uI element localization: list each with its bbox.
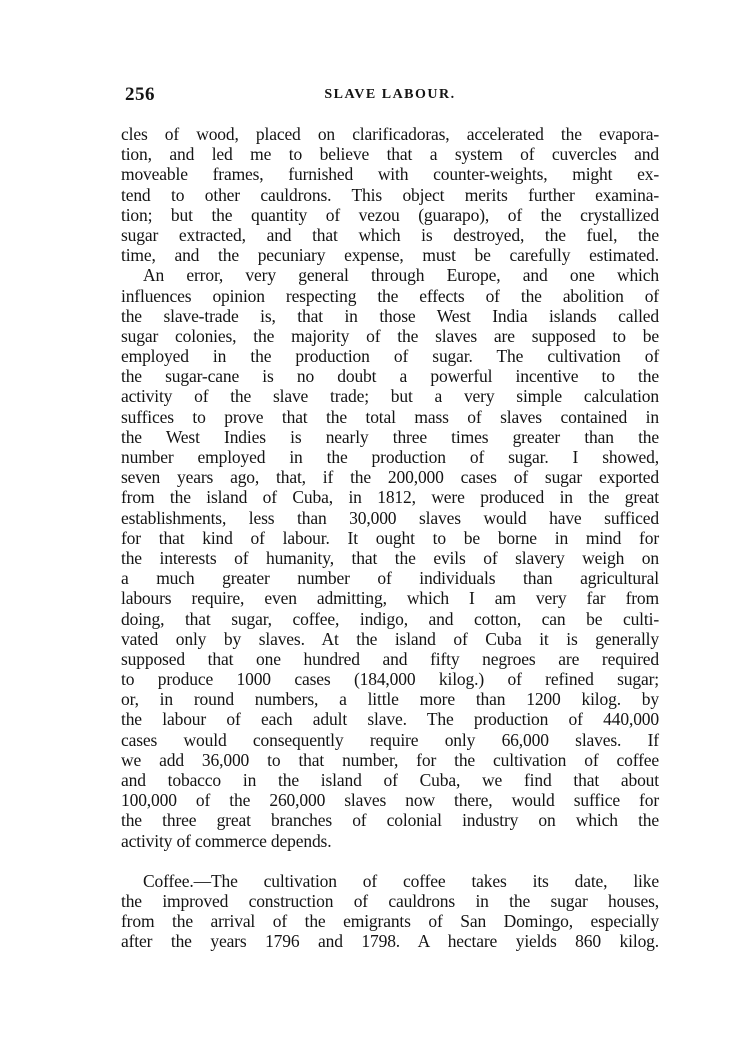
text-line: seven years ago, that, if the 200,000 cases of sugar exported — [121, 467, 659, 488]
text-line: a much greater number of individuals than agricultural — [121, 568, 659, 589]
text-line: the interests of humanity, that the evils of slavery weigh on — [121, 547, 659, 568]
text-line: labours require, even admitting, which I am very far from — [121, 588, 659, 609]
text-line: for that kind of labour. It ought to be borne in mind for — [121, 527, 659, 548]
text-line: the labour of each adult slave. The production of 440,000 — [121, 709, 659, 730]
text-line: tend to other cauldrons. This object merits further examina- — [121, 184, 659, 205]
text-line: Coffee.—The cultivation of coffee takes its date, like — [143, 870, 659, 891]
text-line: time, and the pecuniary expense, must be carefully estimated. — [121, 245, 659, 266]
text-line: tion; but the quantity of vezou (guarapo), of the crystallized — [121, 204, 659, 225]
text-line: the improved construction of cauldrons in the sugar houses, — [121, 890, 659, 911]
text-line: number employed in the production of sugar. I showed, — [121, 447, 659, 467]
text-line: sugar colonies, the majority of the slaves are supposed to be — [121, 325, 659, 346]
text-line: doing, that sugar, coffee, indigo, and cotton, can be culti- — [121, 608, 659, 629]
paragraph-coffee — [121, 871, 659, 952]
text-line: vated only by slaves. At the island of Cuba it is generally — [121, 628, 659, 649]
body-text — [121, 124, 659, 952]
paragraph-gap — [121, 851, 659, 871]
text-line: to produce 1000 cases (184,000 kilog.) of refined sugar; — [121, 669, 659, 690]
running-head: SLAVE LABOUR. — [324, 87, 456, 102]
text-line: 100,000 of the 260,000 slaves now there, would suffice for — [121, 790, 659, 811]
paragraph-slave-trade — [121, 265, 659, 850]
text-line: the slave-trade is, that in those West India islands called — [121, 305, 659, 326]
text-line: supposed that one hundred and fifty negroes are required — [121, 648, 659, 669]
text-line: employed in the production of sugar. The cultivation of — [121, 346, 659, 367]
text-line: and tobacco in the island of Cuba, we find that about — [121, 770, 659, 790]
text-line: activity of the slave trade; but a very simple calculation — [121, 386, 659, 407]
text-line: from the arrival of the emigrants of San Domingo, especially — [121, 911, 659, 932]
text-line: we add 36,000 to that number, for the cultivation of coffee — [121, 749, 659, 770]
text-line: activity of commerce depends. — [121, 830, 332, 851]
text-line: influences opinion respecting the effects of the abolition of — [121, 285, 659, 306]
text-line: the sugar-cane is no doubt a powerful incentive to the — [121, 366, 659, 387]
text-line: or, in round numbers, a little more than 1200 kilog. by — [121, 689, 659, 710]
text-line: the West Indies is nearly three times greater than the — [121, 426, 659, 447]
text-line: tion, and led me to believe that a system of cuvercles and — [121, 144, 659, 165]
text-line: establishments, less than 30,000 slaves would have sufficed — [121, 507, 659, 528]
text-line: moveable frames, furnished with counter-weights, might ex- — [121, 164, 659, 185]
text-line: from the island of Cuba, in 1812, were produced in the great — [121, 487, 659, 508]
text-line: after the years 1796 and 1798. A hectare yields 860 kilog. — [121, 931, 659, 952]
text-line: suffices to prove that the total mass of slaves contained in — [121, 406, 659, 427]
text-line: the three great branches of colonial industry on which the — [121, 810, 659, 831]
text-line: cases would consequently require only 66,000 slaves. If — [121, 729, 659, 750]
text-line: sugar extracted, and that which is destroyed, the fuel, the — [121, 224, 659, 245]
text-line: cles of wood, placed on clarificadoras, accelerated the evapora- — [121, 124, 659, 144]
paragraph-sugar-apparatus — [121, 124, 659, 265]
page-number: 256 — [125, 84, 155, 105]
page-header — [125, 84, 655, 110]
text-line: An error, very general through Europe, and one which — [143, 265, 659, 286]
